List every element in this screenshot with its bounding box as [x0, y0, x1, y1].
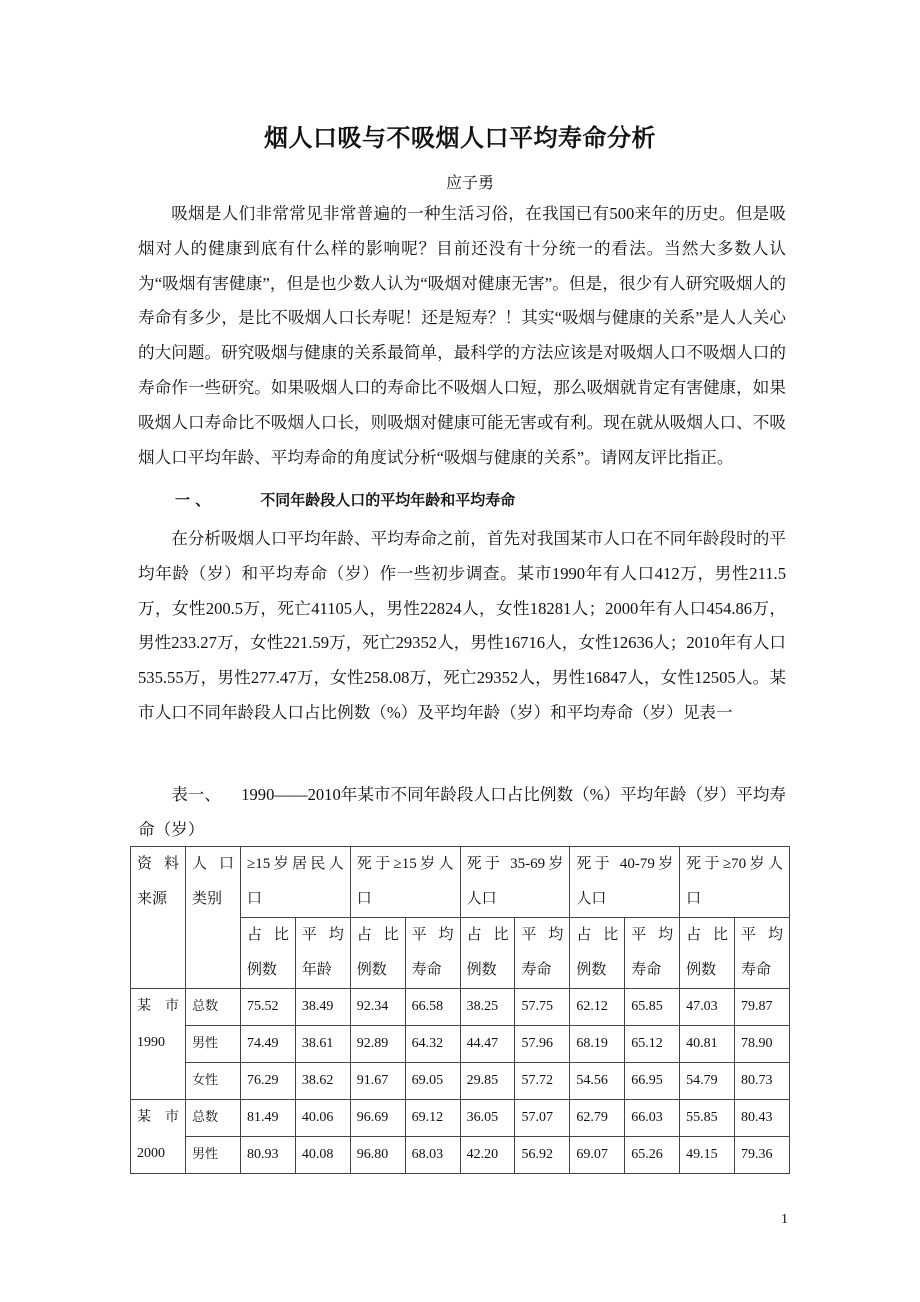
- table-cell: 44.47: [460, 1026, 515, 1063]
- table-cell: 54.56: [570, 1063, 625, 1100]
- table-cell: 79.87: [735, 989, 790, 1026]
- subheader: 占比例数: [350, 918, 405, 989]
- intro-paragraph: 吸烟是人们非常常见非常普遍的一种生活习俗，在我国已有500来年的历史。但是吸烟对人的健康到底有什么样的影响呢？目前还没有十分统一的看法。当然大多数人认为“吸烟有害健康”，但是也少数人认为“吸烟对健康无害”。但是，很少有人研究吸烟人的寿命有多少，是比不吸烟人口长寿呢！还是短寿？！其实“吸烟与健康的关系”是人人关心的大问题。研究吸烟与健康的关系最简单，最科学的方法应该是对吸烟人口不吸烟人口的寿命作一些研究。如果吸烟人口的寿命比不吸烟人口短，那么吸烟就肯定有害健康，如果吸烟人口寿命比不吸烟人口长，则吸烟对健康可能无害或有利。现在就从吸烟人口、不吸烟人口平均年龄、平均寿命的角度试分析“吸烟与健康的关系”。请网友评比指正。: [138, 204, 786, 467]
- table-header-row: [131, 847, 790, 918]
- table-cell: 69.07: [570, 1137, 625, 1174]
- table-cell: 36.05: [460, 1100, 515, 1137]
- header-group: ≥15岁居民人口: [241, 847, 351, 918]
- header-source: 资料来源: [131, 847, 186, 989]
- table-cell: 78.90: [735, 1026, 790, 1063]
- table-cell: 49.15: [680, 1137, 735, 1174]
- subheader: 平均寿命: [405, 918, 460, 989]
- data-table: [130, 846, 790, 1174]
- row-category: 男性: [186, 1137, 241, 1174]
- table-cell: 66.03: [625, 1100, 680, 1137]
- subheader: 平均年龄: [295, 918, 350, 989]
- table-cell: 65.12: [625, 1026, 680, 1063]
- page-number: 1: [781, 1212, 788, 1227]
- table-cell: 38.25: [460, 989, 515, 1026]
- table-cell: 42.20: [460, 1137, 515, 1174]
- table-cell: 79.36: [735, 1137, 790, 1174]
- table-caption-label: 表一、: [171, 785, 221, 804]
- table-cell: 57.96: [515, 1026, 570, 1063]
- row-category: 女性: [186, 1063, 241, 1100]
- table-cell: 81.49: [241, 1100, 296, 1137]
- table-row: [131, 1026, 790, 1063]
- subheader: 占比例数: [241, 918, 296, 989]
- table-cell: 69.12: [405, 1100, 460, 1137]
- section-heading: [175, 489, 515, 510]
- table-cell: 40.08: [295, 1137, 350, 1174]
- header-group: 死于≥70岁人口: [680, 847, 790, 918]
- header-category: 人口类别: [186, 847, 241, 989]
- table-row: [131, 1137, 790, 1174]
- table-cell: 92.89: [350, 1026, 405, 1063]
- table-cell: 76.29: [241, 1063, 296, 1100]
- table-cell: 66.95: [625, 1063, 680, 1100]
- document-title: 烟人口吸与不吸烟人口平均寿命分析: [264, 124, 656, 152]
- row-category: 男性: [186, 1026, 241, 1063]
- table-cell: 65.26: [625, 1137, 680, 1174]
- table-cell: 56.92: [515, 1137, 570, 1174]
- table-cell: 75.52: [241, 989, 296, 1026]
- table-cell: 29.85: [460, 1063, 515, 1100]
- section-title: 不同年龄段人口的平均年龄和平均寿命: [260, 491, 516, 509]
- table-cell: 80.73: [735, 1063, 790, 1100]
- table-cell: 47.03: [680, 989, 735, 1026]
- table-cell: 62.79: [570, 1100, 625, 1137]
- row-source: 某市1990: [131, 989, 186, 1100]
- table-cell: 80.93: [241, 1137, 296, 1174]
- survey-paragraph: 在分析吸烟人口平均年龄、平均寿命之前，首先对我国某市人口在不同年龄段时的平均年龄（岁）和平均寿命（岁）作一些初步调查。某市1990年有人口412万，男性211.5万，女性200.5万，死亡41105人，男性22824人，女性18281人；2000年有人口454.86万，男性233.27万，女性221.59万，死亡29352人，男性16716人，女性12636人；2010年有人口535.55万，男性277.47万，女性258.08万，死亡29352人，男性16847人，女性12505人。某市人口不同年龄段人口占比例数（%）及平均年龄（岁）和平均寿命（岁）见表一: [138, 529, 786, 722]
- table-cell: 68.19: [570, 1026, 625, 1063]
- table-cell: 64.32: [405, 1026, 460, 1063]
- table-caption-text: 1990——2010年某市不同年龄段人口占比例数（%）平均年龄（岁）平均寿命（岁）: [138, 785, 787, 839]
- subheader: 平均寿命: [515, 918, 570, 989]
- row-category: 总数: [186, 989, 241, 1026]
- subheader: 占比例数: [460, 918, 515, 989]
- table-cell: 57.72: [515, 1063, 570, 1100]
- table-cell: 80.43: [735, 1100, 790, 1137]
- table-cell: 96.80: [350, 1137, 405, 1174]
- table-cell: 68.03: [405, 1137, 460, 1174]
- table-cell: 40.06: [295, 1100, 350, 1137]
- table-cell: 92.34: [350, 989, 405, 1026]
- table-cell: 65.85: [625, 989, 680, 1026]
- author-name: 应子勇: [445, 175, 494, 192]
- table-cell: 40.81: [680, 1026, 735, 1063]
- table-cell: 38.49: [295, 989, 350, 1026]
- subheader: 占比例数: [570, 918, 625, 989]
- row-category: 总数: [186, 1100, 241, 1137]
- table-cell: 54.79: [680, 1063, 735, 1100]
- table-cell: 74.49: [241, 1026, 296, 1063]
- header-group: 死于≥15岁人口: [350, 847, 460, 918]
- table-row: [131, 1100, 790, 1137]
- section-number: 一 、: [175, 491, 211, 509]
- table-cell: 38.61: [295, 1026, 350, 1063]
- header-group: 死于 35-69岁人口: [460, 847, 570, 918]
- table-cell: 91.67: [350, 1063, 405, 1100]
- row-source: 某市2000: [131, 1100, 186, 1174]
- table-row: [131, 989, 790, 1026]
- table-row: [131, 1063, 790, 1100]
- table-cell: 38.62: [295, 1063, 350, 1100]
- table-cell: 57.07: [515, 1100, 570, 1137]
- header-group: 死于 40-79岁人口: [570, 847, 680, 918]
- table-cell: 62.12: [570, 989, 625, 1026]
- subheader: 占比例数: [680, 918, 735, 989]
- subheader: 平均寿命: [735, 918, 790, 989]
- table-caption: [138, 778, 786, 848]
- table-cell: 57.75: [515, 989, 570, 1026]
- table-cell: 69.05: [405, 1063, 460, 1100]
- table-cell: 66.58: [405, 989, 460, 1026]
- subheader: 平均寿命: [625, 918, 680, 989]
- table-cell: 96.69: [350, 1100, 405, 1137]
- table-cell: 55.85: [680, 1100, 735, 1137]
